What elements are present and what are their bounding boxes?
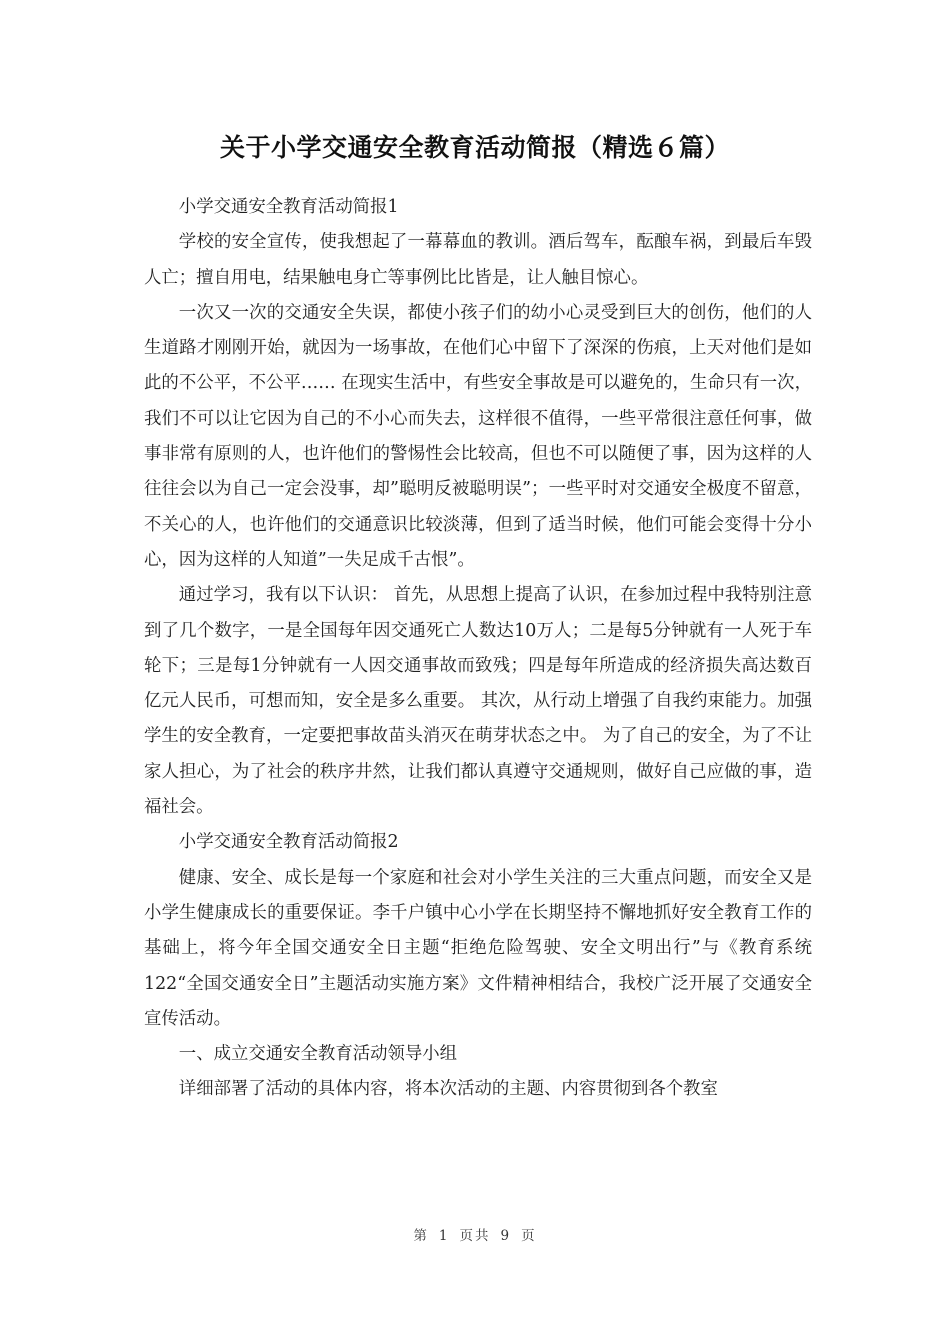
section-heading-2: 小学交通安全教育活动简报2 [178,832,399,853]
document-title: 关于小学交通安全教育活动简报（精选６篇） [219,133,730,162]
paragraph: 通过学习，我有以下认识： 首先，从思想上提高了认识，在参加过程中我特别注意到了几个数字，一是全国每年因交通死亡人数达10万人；二是每5分钟就有一人死于车轮下；三是每1分钟就有一人因交通事故而致残；四是每年所造成的经济损失高达数百亿元人民币，可想而知，安全是多么重要。 其次，从行动上增强了自我约束能力。加强学生的安全教育，一定要把事故苗头消灭在萌芽状态之中。 为了自己的安全，为了不让家人担心，为了社会的秩序井然，让我们都认真遵守交通规则，做好自己应做的事，造福社会。 [144,585,812,818]
page-number: 1 [438,1228,450,1244]
section-heading-1: 小学交通安全教育活动简报1 [178,197,399,217]
paragraph: 一次又一次的交通安全失误，都使小孩子们的幼小心灵受到巨大的创伤，他们的人生道路才刚刚开始，就因为一场事故，在他们心中留下了深深的伤痕，上天对他们是如此的不公平，不公平…… 在现实生活中，有些安全事故是可以避免的，生命只有一次，我们不可以让它因为自己的不小心而失去，这样很不值得，一些平常很注意任何事，做事非常有原则的人，也许他们的警惕性会比较高，但也不可以随便了事，因为这样的人往往会以为自己一定会没事，却”聪明反被聪明误”；一些平时对交通安全极度不留意，不关心的人，也许他们的交通意识比较淡薄，但到了适当时候，他们可能会变得十分小心，因为这样的人知道”一失足成千古恨”。 [144,302,812,570]
footer-middle: 页共 [459,1228,491,1244]
footer-suffix: 页 [521,1228,537,1244]
page-footer [0,1226,950,1246]
subsection-heading: 一、成立交通安全教育活动领导小组 [178,1044,458,1065]
paragraph: 健康、安全、成长是每一个家庭和社会对小学生关注的三大重点问题，而安全又是小学生健康成长的重要保证。李千户镇中心小学在长期坚持不懈地抓好安全教育工作的基础上，将今年全国交通安全日主题“拒绝危险驾驶、安全文明出行”与《教育系统122“全国交通安全日”主题活动实施方案》文件精神相结合，我校广泛开展了交通安全宣传活动。 [144,867,812,1029]
paragraph: 学校的安全宣传，使我想起了一幕幕血的教训。酒后驾车，酝酿车祸，到最后车毁人亡；擅自用电，结果触电身亡等事例比比皆是，让人触目惊心。 [144,232,812,288]
paragraph: 详细部署了活动的具体内容，将本次活动的主题、内容贯彻到各个教室 [178,1079,718,1100]
page-total: 9 [500,1228,512,1244]
footer-prefix: 第 [413,1228,429,1244]
document-body [144,190,812,1108]
